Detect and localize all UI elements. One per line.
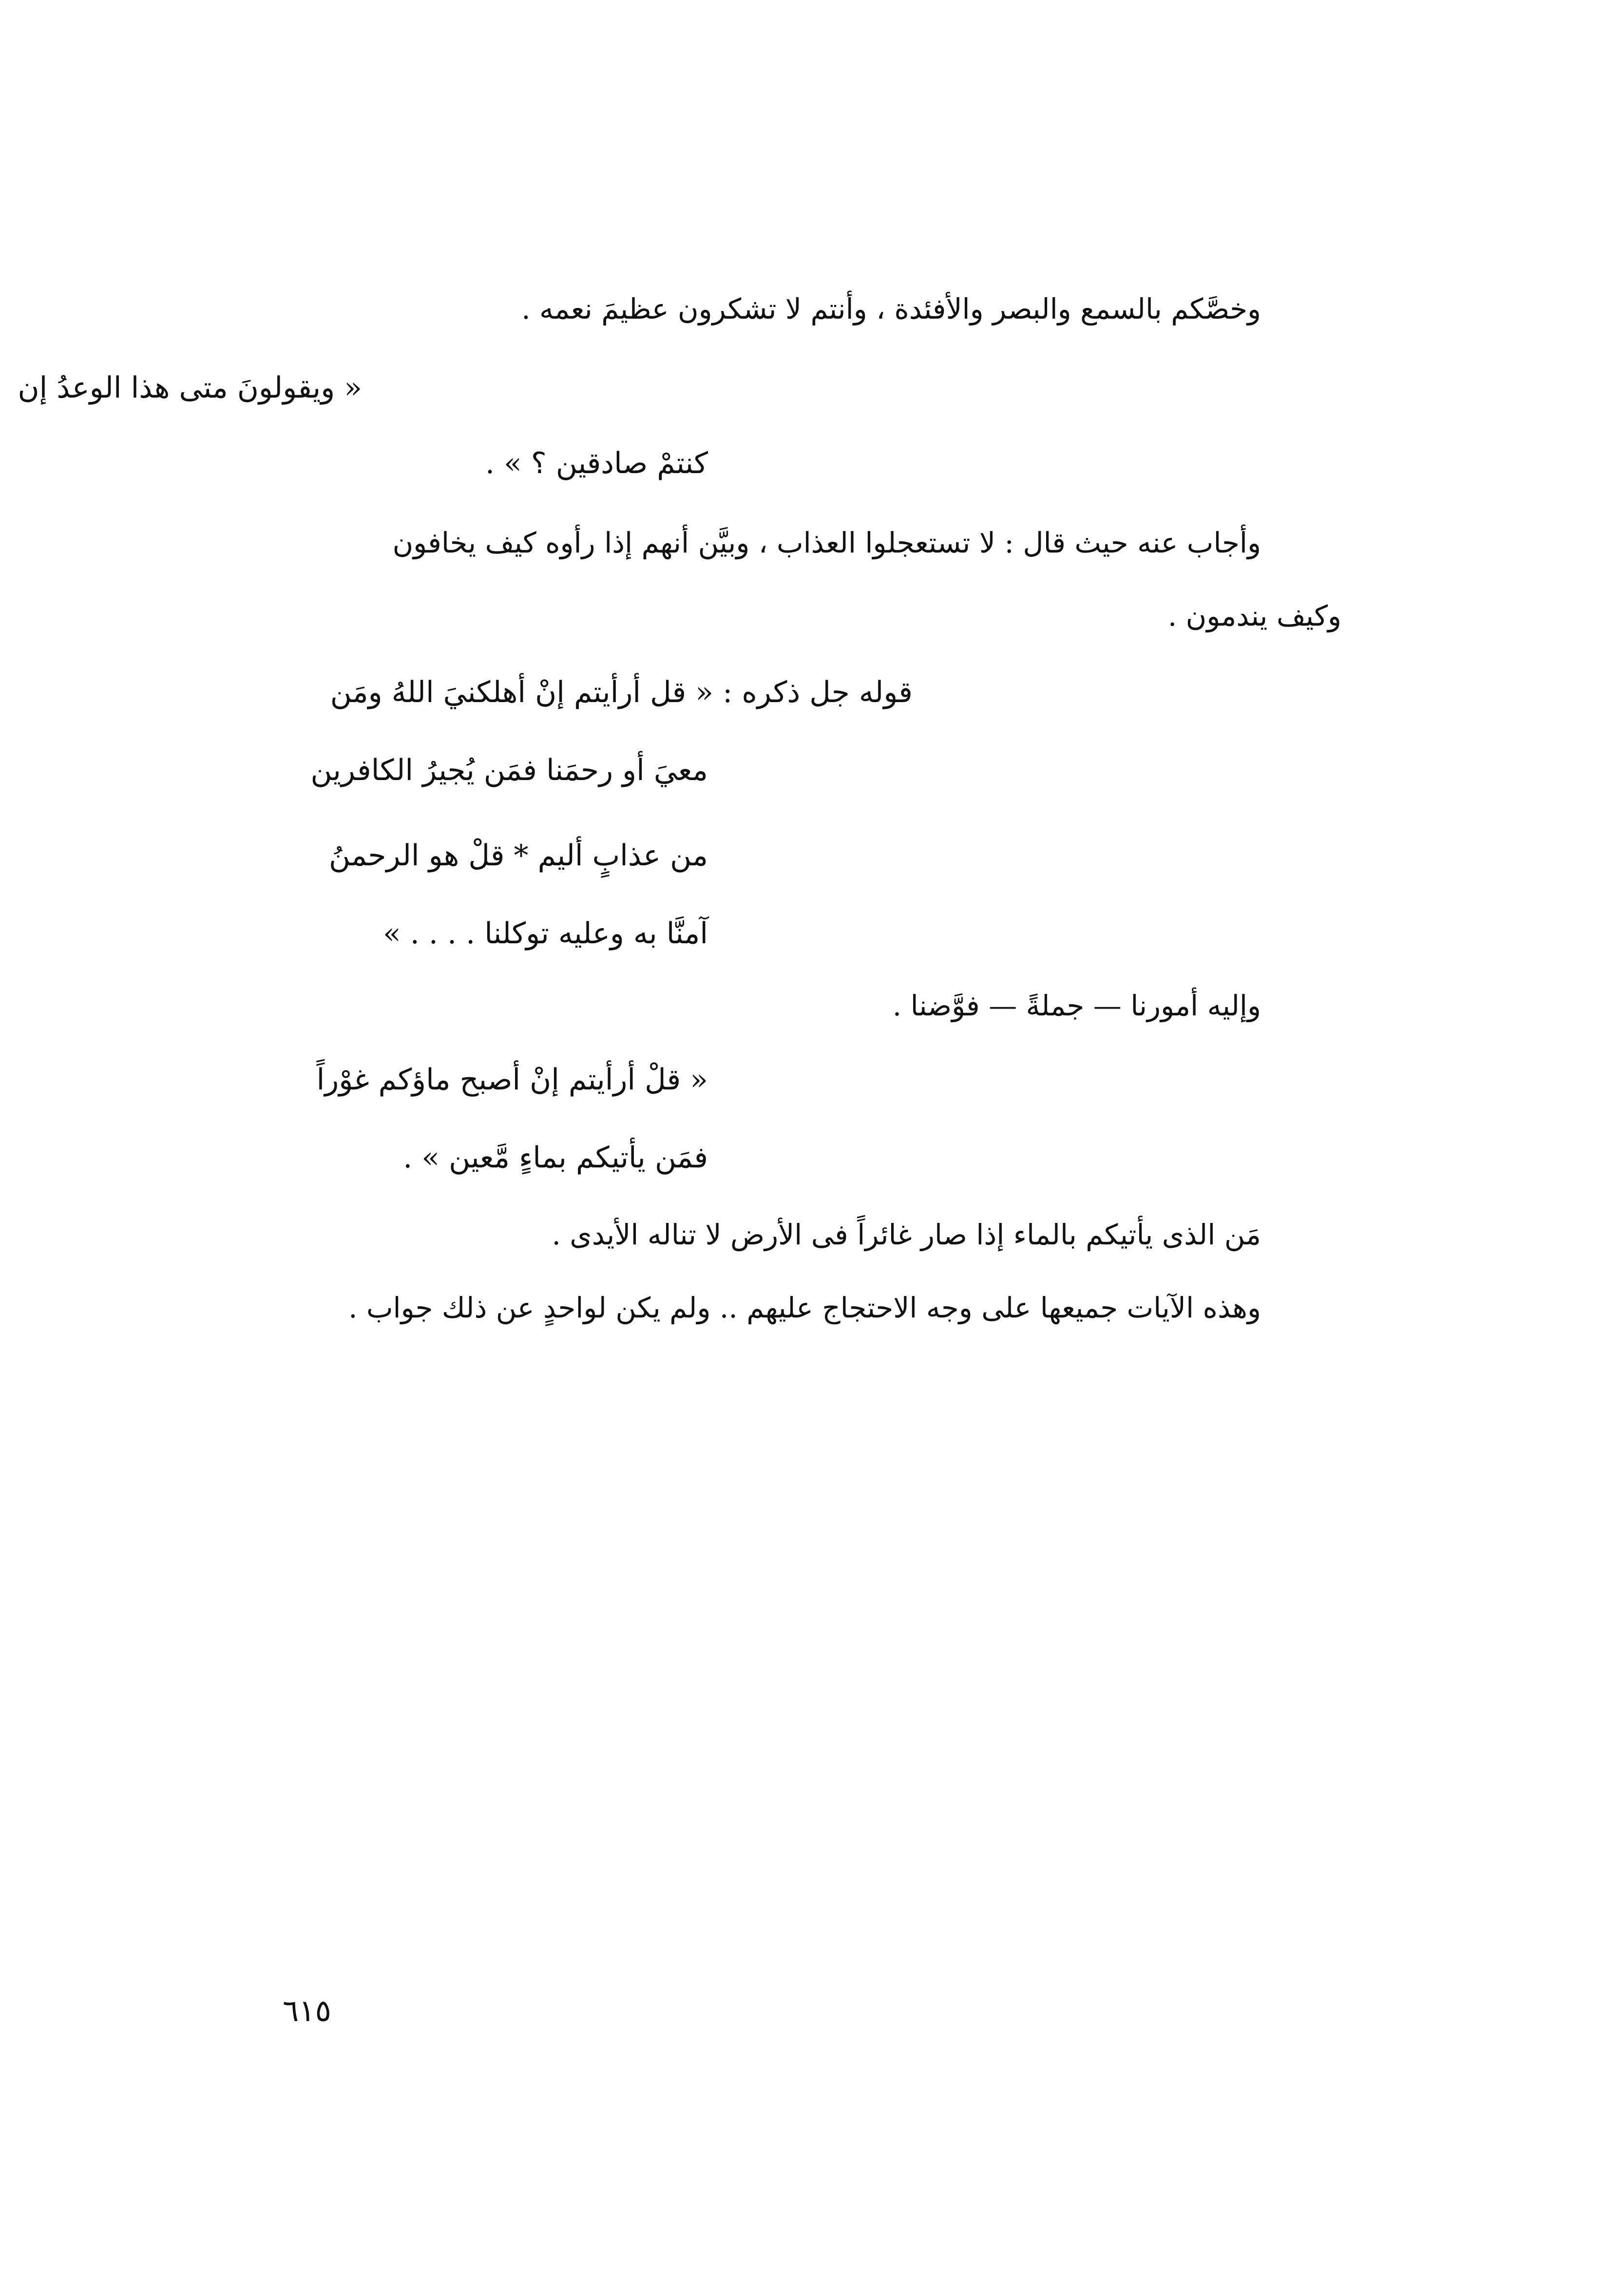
text-line-3: وكيف يندمون .: [1167, 599, 1341, 632]
text-line-1: وخصَّكم بالسمع والبصر والأفئدة ، وأنتم لا تشكرون عظيمَ نعمه .: [521, 292, 1261, 325]
verse-line-2: كنتمْ صادقين ؟ » .: [485, 446, 708, 480]
verse-line-3: قوله جل ذكره : « قل أرأيتم إنْ أهلكنيَ اللهُ ومَن: [330, 675, 913, 709]
text-line-6: وهذه الآيات جميعها على وجه الاحتجاج عليهم .. ولم يكن لواحدٍ عن ذلك جواب .: [348, 1291, 1261, 1324]
verse-line-4: معيَ أو رحمَنا فمَن يُجيرُ الكافرين: [310, 753, 708, 787]
page-number: ٦١٥: [283, 1993, 331, 2028]
text-line-5: مَن الذى يأتيكم بالماء إذا صار غائراً فى الأرض لا تناله الأيدى .: [552, 1218, 1261, 1251]
text-line-4: وإليه أمورنا — جملةً — فوَّضنا .: [892, 989, 1261, 1022]
text-line-2: وأجاب عنه حيث قال : لا تستعجلوا العذاب ، وبيَّن أنهم إذا رأوه كيف يخافون: [392, 526, 1261, 559]
verse-line-7: « قلْ أرأيتم إنْ أصبح ماؤكم غوْراً: [316, 1063, 708, 1097]
verse-line-1: « ويقولونَ متى هذا الوعدُ إن: [18, 371, 362, 405]
verse-line-8: فمَن يأتيكم بماءٍ مَّعين » .: [403, 1141, 708, 1175]
verse-line-6: آمنَّا به وعليه توكلنا . . . . »: [382, 916, 708, 951]
verse-line-5: من عذابٍ أليم * قلْ هو الرحمنُ: [329, 839, 708, 873]
